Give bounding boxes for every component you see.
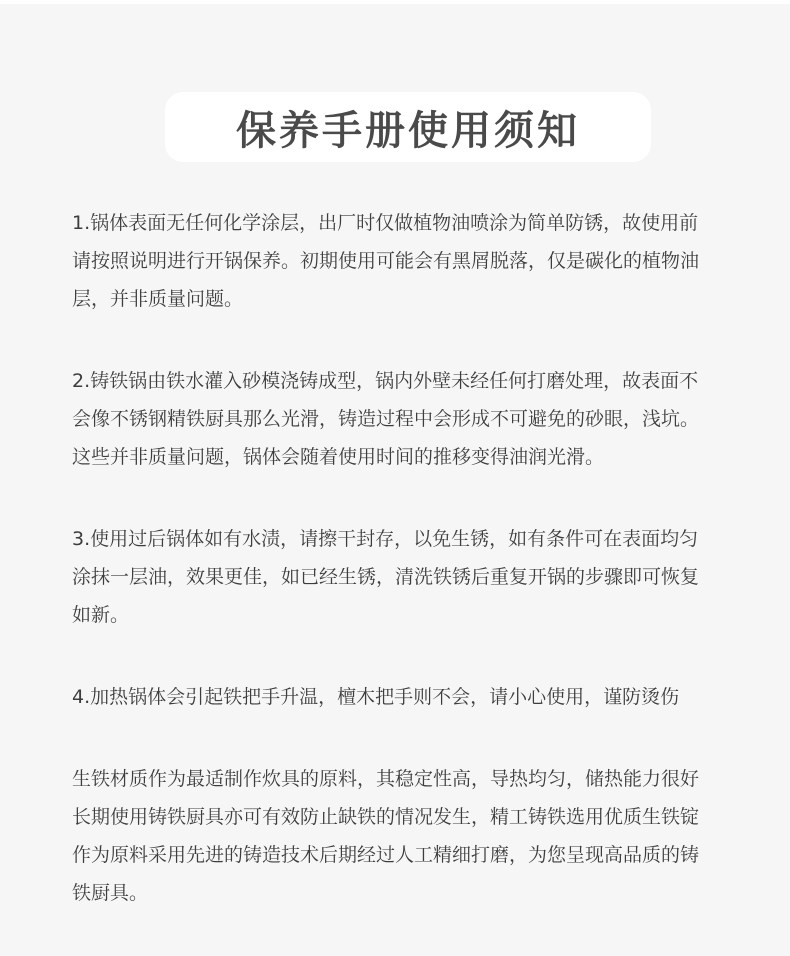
top-edge-divider — [0, 0, 790, 4]
paragraph-line: 涂抹一层油，效果更佳，如已经生锈，清洗铁锈后重复开锅的步骤即可恢复 — [72, 566, 700, 588]
notice-paragraph-2 — [72, 362, 742, 476]
title-banner — [165, 92, 651, 162]
paragraph-line: 2.铸铁锅由铁水灌入砂模浇铸成型，锅内外壁未经任何打磨处理，故表面不 — [72, 370, 699, 392]
notice-paragraph-3 — [72, 520, 742, 634]
material-description-paragraph — [72, 760, 742, 912]
paragraph-line: 如新。 — [72, 604, 130, 626]
paragraph-line: 1.锅体表面无任何化学涂层，出厂时仅做植物油喷涂为简单防锈，故使用前 — [72, 212, 699, 234]
paragraph-line: 铁厨具。 — [72, 882, 149, 904]
paragraph-line: 这些并非质量问题，锅体会随着使用时间的推移变得油润光滑。 — [72, 446, 605, 468]
notice-content — [72, 204, 742, 956]
paragraph-line: 会像不锈钢精铁厨具那么光滑，铸造过程中会形成不可避免的砂眼，浅坑。 — [72, 408, 700, 430]
paragraph-line: 作为原料采用先进的铸造技术后期经过人工精细打磨，为您呈现高品质的铸 — [72, 844, 700, 866]
paragraph-line: 4.加热锅体会引起铁把手升温，檀木把手则不会，请小心使用，谨防烫伤 — [72, 686, 680, 708]
notice-paragraph-1 — [72, 204, 742, 318]
paragraph-line: 3.使用过后锅体如有水渍，请擦干封存，以免生锈，如有条件可在表面均匀 — [72, 528, 699, 550]
paragraph-line: 生铁材质作为最适制作炊具的原料，其稳定性高，导热均匀，储热能力很好 — [72, 768, 700, 790]
paragraph-line: 层，并非质量问题。 — [72, 288, 244, 310]
paragraph-line: 请按照说明进行开锅保养。初期使用可能会有黑屑脱落，仅是碳化的植物油 — [72, 250, 700, 272]
page-title: 保养手册使用须知 — [236, 107, 580, 154]
notice-paragraph-4 — [72, 678, 742, 716]
paragraph-line: 长期使用铸铁厨具亦可有效防止缺铁的情况发生，精工铸铁选用优质生铁锭 — [72, 806, 700, 828]
